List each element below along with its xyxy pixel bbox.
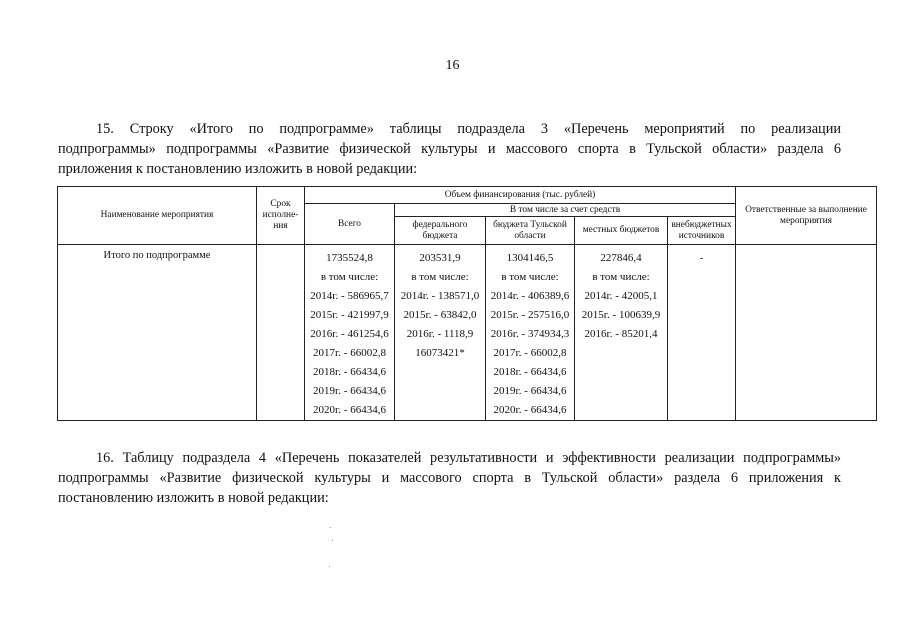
cell-line: в том числе: xyxy=(501,271,559,283)
cell-line: 1304146,5 xyxy=(506,252,554,264)
cell-line: 2019г. - 66434,6 xyxy=(493,385,567,397)
cell-line: 2015г. - 100639,9 xyxy=(581,309,661,321)
header-total: Всего xyxy=(305,204,395,245)
scan-speck xyxy=(330,527,331,528)
cell-line: 2014г. - 406389,6 xyxy=(490,290,570,302)
cell-line: 2018г. - 66434,6 xyxy=(313,366,386,378)
paragraph-15-line-1: 15. Строку «Итого по подпрограмме» таблицы подраздела 3 «Перечень мероприятий по реализации xyxy=(96,121,841,137)
cell-line: в том числе: xyxy=(592,271,650,283)
row-responsible xyxy=(736,245,877,421)
cell-line: 2019г. - 66434,6 xyxy=(313,385,386,397)
cell-line: в том числе: xyxy=(411,271,469,283)
scan-speck xyxy=(329,566,330,567)
row-name: Итого по подпрограмме xyxy=(58,245,257,421)
header-federal: федерального бюджета xyxy=(395,217,486,245)
cell-line: в том числе: xyxy=(320,271,379,283)
header-term: Срок исполне-ния xyxy=(257,187,305,245)
cell-line: 227846,4 xyxy=(600,252,642,264)
row-federal xyxy=(395,245,486,421)
paragraph-15-line-3: приложения к постановлению изложить в новой редакции: xyxy=(58,161,418,177)
cell-line: - xyxy=(699,252,704,264)
paragraph-16-line-3: постановлению изложить в новой редакции: xyxy=(58,490,329,506)
cell-line: 2016г. - 85201,4 xyxy=(584,328,658,340)
cell-line: 2018г. - 66434,6 xyxy=(493,366,567,378)
header-name: Наименование мероприятия xyxy=(58,187,257,245)
cell-line: 2014г. - 42005,1 xyxy=(584,290,658,302)
scan-speck xyxy=(332,540,333,541)
header-responsible: Ответственные за выполнение мероприятия xyxy=(736,187,877,245)
cell-line: 2015г. - 421997,9 xyxy=(310,309,389,321)
header-extrabudget: внебюджетных источников xyxy=(668,217,736,245)
cell-line: 2017г. - 66002,8 xyxy=(313,347,386,359)
paragraph-15-line-2: подпрограммы» подпрограммы «Развитие физической культуры и массового спорта в Тульской области» раздела 6 xyxy=(58,141,841,157)
cell-line: 2016г. - 461254,6 xyxy=(310,328,389,340)
cell-line: 2020г. - 66434,6 xyxy=(313,404,386,416)
cell-line: 2016г. - 374934,3 xyxy=(490,328,570,340)
cell-line: 2014г. - 586965,7 xyxy=(310,290,389,302)
cell-line: 2015г. - 63842,0 xyxy=(403,309,477,321)
cell-line: 2020г. - 66434,6 xyxy=(493,404,567,416)
row-regional xyxy=(486,245,575,421)
cell-line: 203531,9 xyxy=(419,252,461,264)
cell-line: 2014г. - 138571,0 xyxy=(400,290,480,302)
row-local xyxy=(575,245,668,421)
header-regional: бюджета Тульской области xyxy=(486,217,575,245)
funding-table xyxy=(57,186,877,421)
row-extrabudget xyxy=(668,245,736,421)
row-term xyxy=(257,245,305,421)
header-including: В том числе за счет средств xyxy=(395,204,736,217)
cell-line: 16073421* xyxy=(415,347,465,359)
paragraph-16-line-2: подпрограммы «Развитие физической культуры и массового спорта в Тульской области» раздела 6 приложения к xyxy=(58,470,841,486)
paragraph-16 xyxy=(58,448,841,508)
row-total xyxy=(305,245,395,421)
page-number: 16 xyxy=(445,58,460,73)
header-funding: Объем финансирования (тыс. рублей) xyxy=(305,187,736,204)
table-row xyxy=(58,245,877,421)
paragraph-15 xyxy=(58,119,841,179)
cell-line: 2017г. - 66002,8 xyxy=(493,347,567,359)
cell-line: 2016г. - 1118,9 xyxy=(406,328,474,340)
cell-line: 1735524,8 xyxy=(326,252,373,264)
header-local: местных бюджетов xyxy=(575,217,668,245)
paragraph-16-line-1: 16. Таблицу подраздела 4 «Перечень показателей результативности и эффективности реализации подпрограммы» xyxy=(96,450,841,466)
cell-line: 2015г. - 257516,0 xyxy=(490,309,570,321)
